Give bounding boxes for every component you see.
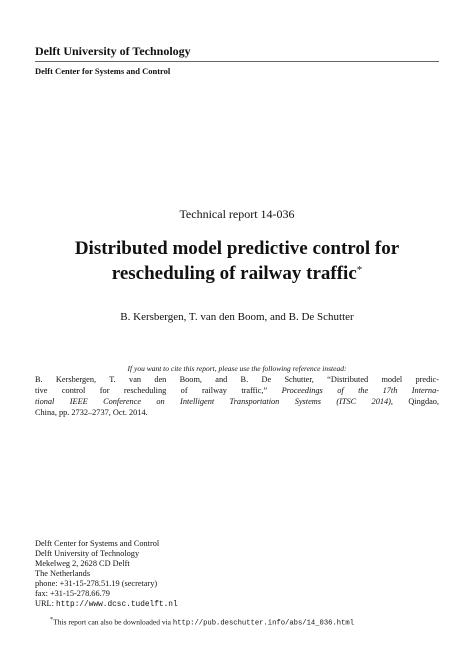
citation-line-3-italic: tional IEEE Conference on Intelligent Transportation Systems (ITSC 2014) [35, 397, 391, 406]
header-rule [35, 61, 439, 62]
report-number: Technical report 14-036 [179, 207, 295, 221]
address-block [35, 539, 178, 610]
title-line-2: rescheduling of railway traffic [111, 263, 357, 284]
address-url-link[interactable]: http://www.dcsc.tudelft.nl [55, 601, 178, 609]
citation-line-2-plain: tive control for rescheduling of railway traffic,” [35, 386, 268, 395]
department-name: Delft Center for Systems and Control [35, 66, 171, 76]
citation-line-4: China, pp. 2732–2737, Oct. 2014. [35, 408, 148, 417]
citation-line-2-italic: Proceedings of the 17th Interna- [281, 386, 439, 395]
university-name: Delft University of Technology [35, 44, 191, 58]
address-line-1: Delft Center for Systems and Control [35, 539, 160, 548]
address-line-4: The Netherlands [35, 569, 91, 578]
citation-line-1: B. Kersbergen, T. van den Boom, and B. De Schutter, “Distributed model predic- [35, 375, 439, 384]
title-footnote-mark: * [356, 264, 363, 276]
title-line-1: Distributed model predictive control for [74, 238, 400, 259]
address-url-label: URL: [35, 599, 54, 608]
address-line-2: Delft University of Technology [35, 549, 140, 558]
address-fax: fax: +31-15-278.66.79 [35, 589, 110, 598]
citation-line-3 [35, 396, 439, 407]
footnote-url-link[interactable]: http://pub.deschutter.info/abs/14_036.html [172, 619, 355, 628]
citation-line-2 [35, 385, 439, 396]
footnote-text: This report can also be downloaded via [53, 617, 173, 627]
citation-reference [35, 374, 439, 418]
address-url-line [35, 599, 178, 610]
report-title [30, 236, 444, 286]
authors: B. Kersbergen, T. van den Boom, and B. De Schutter [120, 311, 354, 323]
footnote [50, 616, 354, 628]
footnote-mark: * [50, 616, 54, 623]
address-phone: phone: +31-15-278.51.19 (secretary) [35, 579, 158, 588]
citation-line-3-plain: , Qingdao, [390, 397, 440, 406]
citation-intro: If you want to cite this report, please use the following reference instead: [127, 364, 347, 373]
address-line-3: Mekelweg 2, 2628 CD Delft [35, 559, 130, 568]
